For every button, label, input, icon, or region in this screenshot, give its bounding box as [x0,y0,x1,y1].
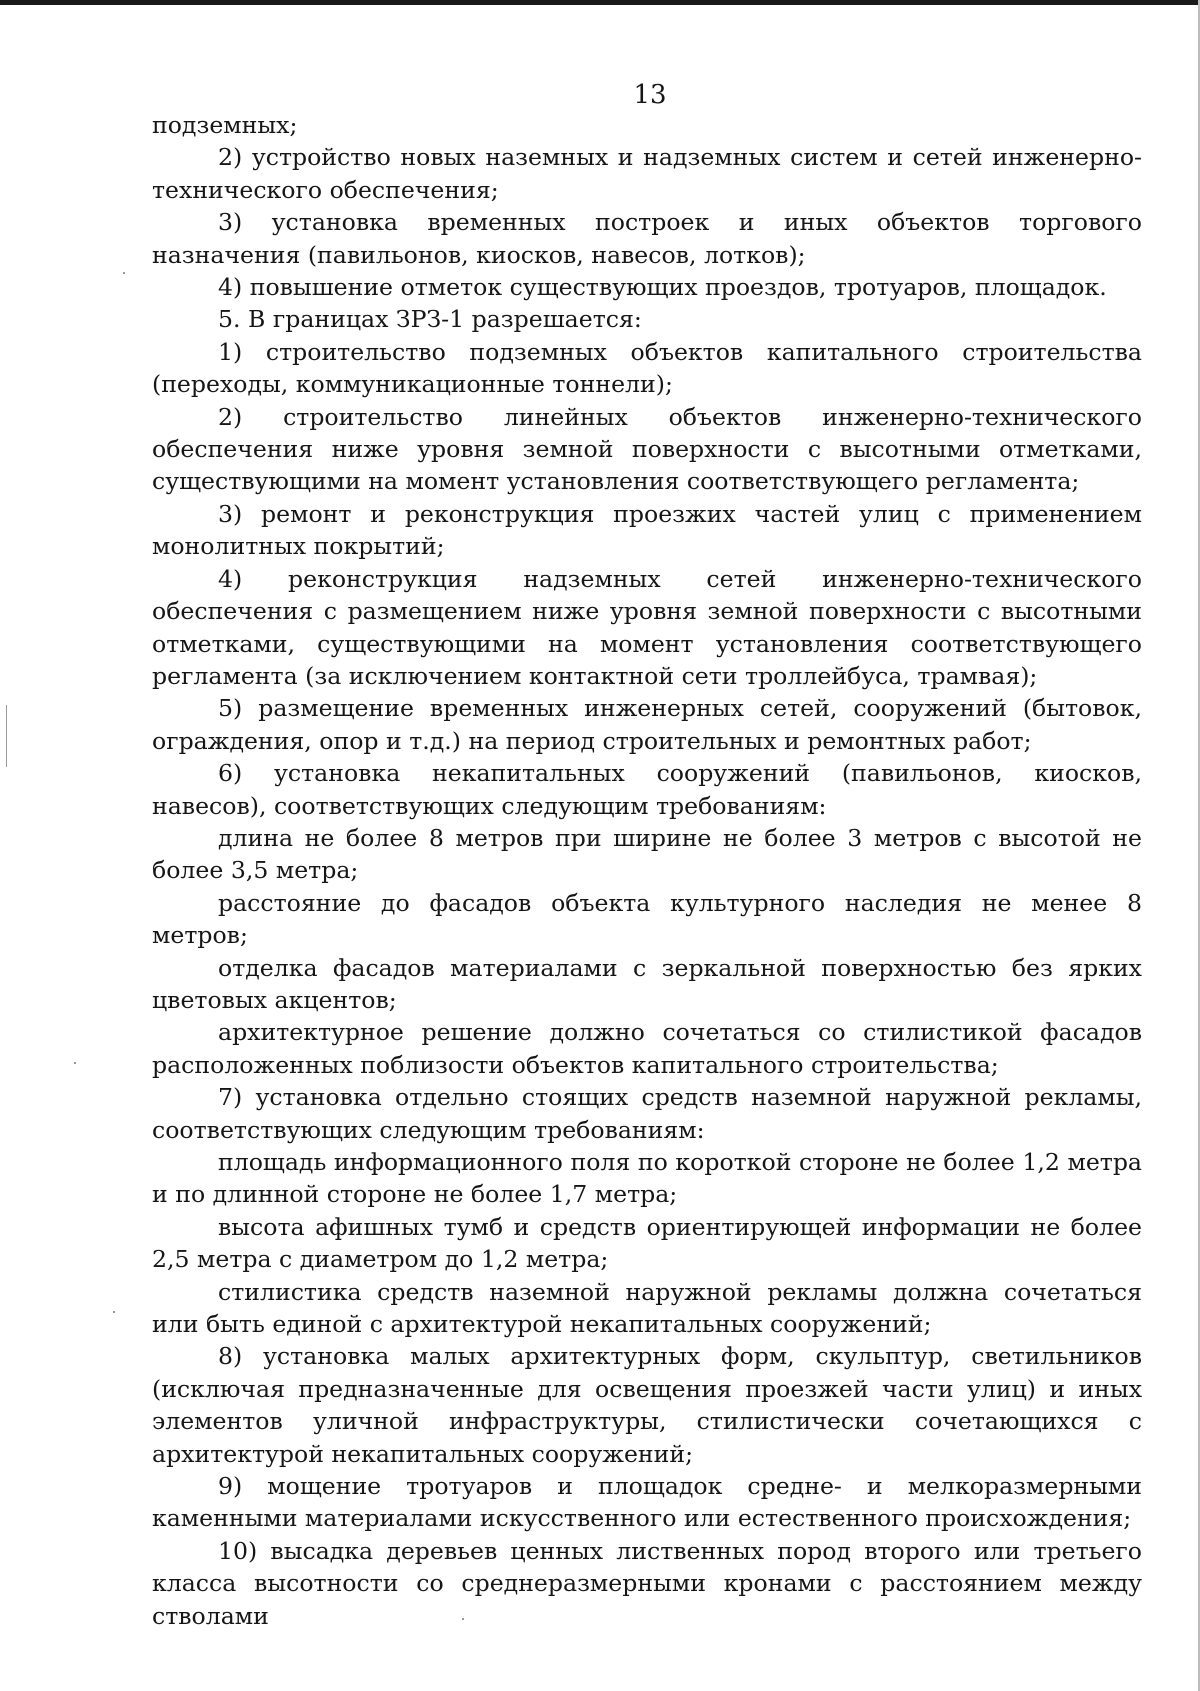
paragraph: отделка фасадов материалами с зеркальной поверхностью без ярких цветовых акцентов; [152,953,1142,1014]
document-body [152,109,1142,1632]
paragraph: архитектурное решение должно сочетаться со стилистикой фасадов расположенных поблизости объектов капитального строительства; [152,1018,1142,1079]
paragraph: стилистика средств наземной наружной рекламы должна сочетаться или быть единой с архитектурой некапитальных сооружений; [152,1277,1142,1339]
paragraph: длина не более 8 метров при ширине не более 3 метров с высотой не более 3,5 метра; [152,823,1142,885]
paragraph: 7) установка отдельно стоящих средств наземной наружной рекламы, соответствующих следующим требованиям: [152,1083,1142,1144]
paragraph: 4) повышение отметок существующих проездов, тротуаров, площадок. [218,273,1107,302]
scan-speck [74,1062,76,1064]
paragraph: 6) установка некапитальных сооружений (павильонов, киосков, навесов), соответствующих следующим требованиям: [152,759,1142,820]
paragraph-continuation: подземных; [152,111,298,139]
paragraph: 8) установка малых архитектурных форм, скульптур, светильников (исключая предназначенные для освещения проезжей части улиц) и иных элементов уличной инфраструктуры, стилистически сочетающихся с архитектурой некапитальных сооружений; [152,1342,1142,1468]
scan-speck [123,272,125,274]
paragraph: высота афишных тумб и средств ориентирующей информации не более 2,5 метра с диаметром до 1,2 метра; [152,1212,1142,1274]
paragraph: 3) ремонт и реконструкция проезжих частей улиц с применением монолитных покрытий; [152,499,1142,561]
scan-top-edge [0,0,1200,5]
paragraph: 2) строительство линейных объектов инженерно-технического обеспечения ниже уровня земной поверхности с высотными отметками, существующими на момент установления соответствующего регламента; [152,402,1142,496]
paragraph: 10) высадка деревьев ценных лиственных пород второго или третьего класса высотности со среднеразмерными кронами с расстоянием между стволами [152,1536,1142,1630]
section-heading: 5. В границах ЗРЗ-1 разрешается: [218,305,642,334]
scan-speck [113,1311,115,1313]
page-number: 13 [633,80,667,110]
paragraph: площадь информационного поля по короткой стороне не более 1,2 метра и по длинной стороне не более 1,7 метра; [152,1148,1142,1209]
paragraph: 5) размещение временных инженерных сетей, сооружений (бытовок, ограждения, опор и т.д.) на период строительных и ремонтных работ; [152,694,1142,755]
scan-margin-mark [6,705,7,767]
paragraph: 4) реконструкция надземных сетей инженерно-технического обеспечения с размещением ниже уровня земной поверхности с высотными отметками, существующими на момент установления соответствующего регламента (за исключением контактной сети троллейбуса, трамвая); [152,564,1142,690]
paragraph: 9) мощение тротуаров и площадок средне- и мелкоразмерными каменными материалами искусственного или естественного происхождения; [152,1472,1142,1533]
paragraph: расстояние до фасадов объекта культурного наследия не менее 8 метров; [152,888,1142,950]
paragraph: 2) устройство новых наземных и надземных систем и сетей инженерно-технического обеспечения; [152,143,1142,204]
paragraph: 3) установка временных построек и иных объектов торгового назначения (павильонов, киосков, навесов, лотков); [152,208,1142,269]
paragraph: 1) строительство подземных объектов капитального строительства (переходы, коммуникационные тоннели); [152,337,1142,399]
